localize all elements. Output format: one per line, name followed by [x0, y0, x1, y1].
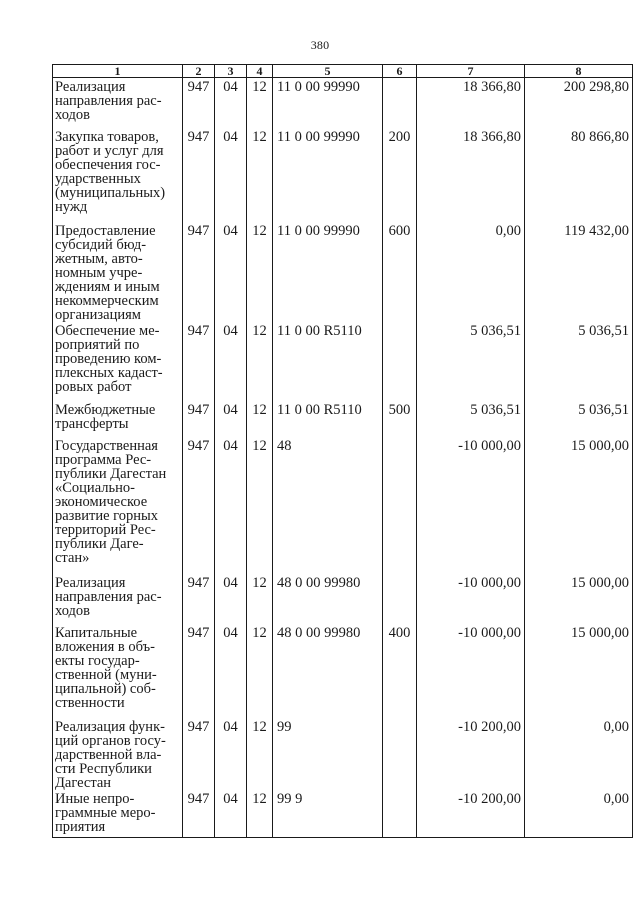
row-name-cell: Капитальные вложения в объ- екты государ- ственной (муни- ципальной) соб- ственности	[53, 624, 183, 718]
table-row	[53, 437, 633, 574]
cell-target-article: 11 0 00 99990	[273, 128, 383, 222]
cell-expense-type: 400	[383, 624, 417, 718]
cell-amount-total: 119 432,00	[525, 222, 633, 322]
cell-expense-type	[383, 322, 417, 401]
column-header: 7	[417, 65, 525, 78]
cell-amount-change: 5 036,51	[417, 322, 525, 401]
cell-code-4: 12	[247, 222, 273, 322]
cell-expense-type: 600	[383, 222, 417, 322]
table-row	[53, 718, 633, 790]
cell-code-3: 04	[215, 78, 247, 128]
cell-amount-total: 0,00	[525, 790, 633, 838]
page-number: 380	[310, 38, 330, 52]
column-header: 1	[53, 65, 183, 78]
cell-amount-change: 5 036,51	[417, 401, 525, 437]
column-header: 5	[273, 65, 383, 78]
cell-target-article: 48 0 00 99980	[273, 624, 383, 718]
cell-code-3: 04	[215, 322, 247, 401]
cell-target-article: 11 0 00 R5110	[273, 322, 383, 401]
table-row	[53, 790, 633, 838]
cell-amount-change: 0,00	[417, 222, 525, 322]
cell-target-article: 48 0 00 99980	[273, 574, 383, 624]
cell-expense-type	[383, 790, 417, 838]
cell-code-4: 12	[247, 322, 273, 401]
cell-code-4: 12	[247, 437, 273, 574]
table-row	[53, 128, 633, 222]
cell-amount-change: -10 000,00	[417, 574, 525, 624]
cell-amount-total: 0,00	[525, 718, 633, 790]
cell-code-4: 12	[247, 624, 273, 718]
cell-code-3: 04	[215, 401, 247, 437]
column-header: 2	[183, 65, 215, 78]
cell-code-4: 12	[247, 401, 273, 437]
cell-amount-change: -10 200,00	[417, 718, 525, 790]
table-row	[53, 574, 633, 624]
row-name-cell: Государственная программа Рес- публики Дагестан «Социально- экономическое развитие горных территорий Рес- публики Даге- стан»	[53, 437, 183, 574]
cell-code-3: 04	[215, 574, 247, 624]
cell-code-4: 12	[247, 128, 273, 222]
row-name-cell: Реализация направления рас- ходов	[53, 78, 183, 128]
column-header: 6	[383, 65, 417, 78]
cell-expense-type	[383, 718, 417, 790]
cell-code-4: 12	[247, 718, 273, 790]
table-row	[53, 78, 633, 128]
row-name-cell: Реализация направления рас- ходов	[53, 574, 183, 624]
table-row	[53, 222, 633, 322]
table-row	[53, 322, 633, 401]
cell-amount-total: 5 036,51	[525, 401, 633, 437]
cell-code-4: 12	[247, 574, 273, 624]
column-header: 3	[215, 65, 247, 78]
cell-code-3: 04	[215, 222, 247, 322]
cell-code-2: 947	[183, 624, 215, 718]
column-header: 4	[247, 65, 273, 78]
cell-expense-type	[383, 574, 417, 624]
table-row	[53, 624, 633, 718]
cell-amount-total: 5 036,51	[525, 322, 633, 401]
cell-amount-change: -10 200,00	[417, 790, 525, 838]
cell-code-2: 947	[183, 128, 215, 222]
budget-table	[52, 64, 633, 838]
cell-target-article: 11 0 00 R5110	[273, 401, 383, 437]
cell-amount-total: 200 298,80	[525, 78, 633, 128]
cell-amount-change: 18 366,80	[417, 78, 525, 128]
cell-code-2: 947	[183, 222, 215, 322]
cell-amount-change: -10 000,00	[417, 624, 525, 718]
cell-target-article: 99	[273, 718, 383, 790]
cell-code-2: 947	[183, 78, 215, 128]
cell-expense-type	[383, 437, 417, 574]
cell-expense-type: 200	[383, 128, 417, 222]
cell-code-3: 04	[215, 718, 247, 790]
cell-code-2: 947	[183, 437, 215, 574]
table-row	[53, 401, 633, 437]
cell-amount-total: 15 000,00	[525, 624, 633, 718]
cell-code-2: 947	[183, 322, 215, 401]
cell-code-2: 947	[183, 401, 215, 437]
cell-expense-type	[383, 78, 417, 128]
cell-amount-change: 18 366,80	[417, 128, 525, 222]
cell-target-article: 99 9	[273, 790, 383, 838]
cell-expense-type: 500	[383, 401, 417, 437]
row-name-cell: Закупка товаров, работ и услуг для обеспечения гос- ударственных (муниципальных) нужд	[53, 128, 183, 222]
cell-amount-change: -10 000,00	[417, 437, 525, 574]
row-name-cell: Предоставление субсидий бюд- жетным, авто- номным учре- ждениям и иным некоммерческим организациям	[53, 222, 183, 322]
cell-target-article: 48	[273, 437, 383, 574]
cell-amount-total: 80 866,80	[525, 128, 633, 222]
cell-code-2: 947	[183, 718, 215, 790]
row-name-cell: Иные непро- граммные меро- приятия	[53, 790, 183, 838]
cell-code-3: 04	[215, 437, 247, 574]
column-header: 8	[525, 65, 633, 78]
cell-amount-total: 15 000,00	[525, 437, 633, 574]
cell-target-article: 11 0 00 99990	[273, 78, 383, 128]
row-name-cell: Реализация функ- ций органов госу- дарственной вла- сти Республики Дагестан	[53, 718, 183, 790]
cell-code-2: 947	[183, 574, 215, 624]
cell-target-article: 11 0 00 99990	[273, 222, 383, 322]
table-body	[53, 78, 633, 838]
cell-code-2: 947	[183, 790, 215, 838]
cell-code-4: 12	[247, 78, 273, 128]
row-name-cell: Обеспечение ме- роприятий по проведению ком- плексных кадаст- ровых работ	[53, 322, 183, 401]
cell-code-3: 04	[215, 790, 247, 838]
cell-code-3: 04	[215, 624, 247, 718]
cell-code-3: 04	[215, 128, 247, 222]
cell-code-4: 12	[247, 790, 273, 838]
table-header-row	[53, 65, 633, 78]
cell-amount-total: 15 000,00	[525, 574, 633, 624]
row-name-cell: Межбюджетные трансферты	[53, 401, 183, 437]
